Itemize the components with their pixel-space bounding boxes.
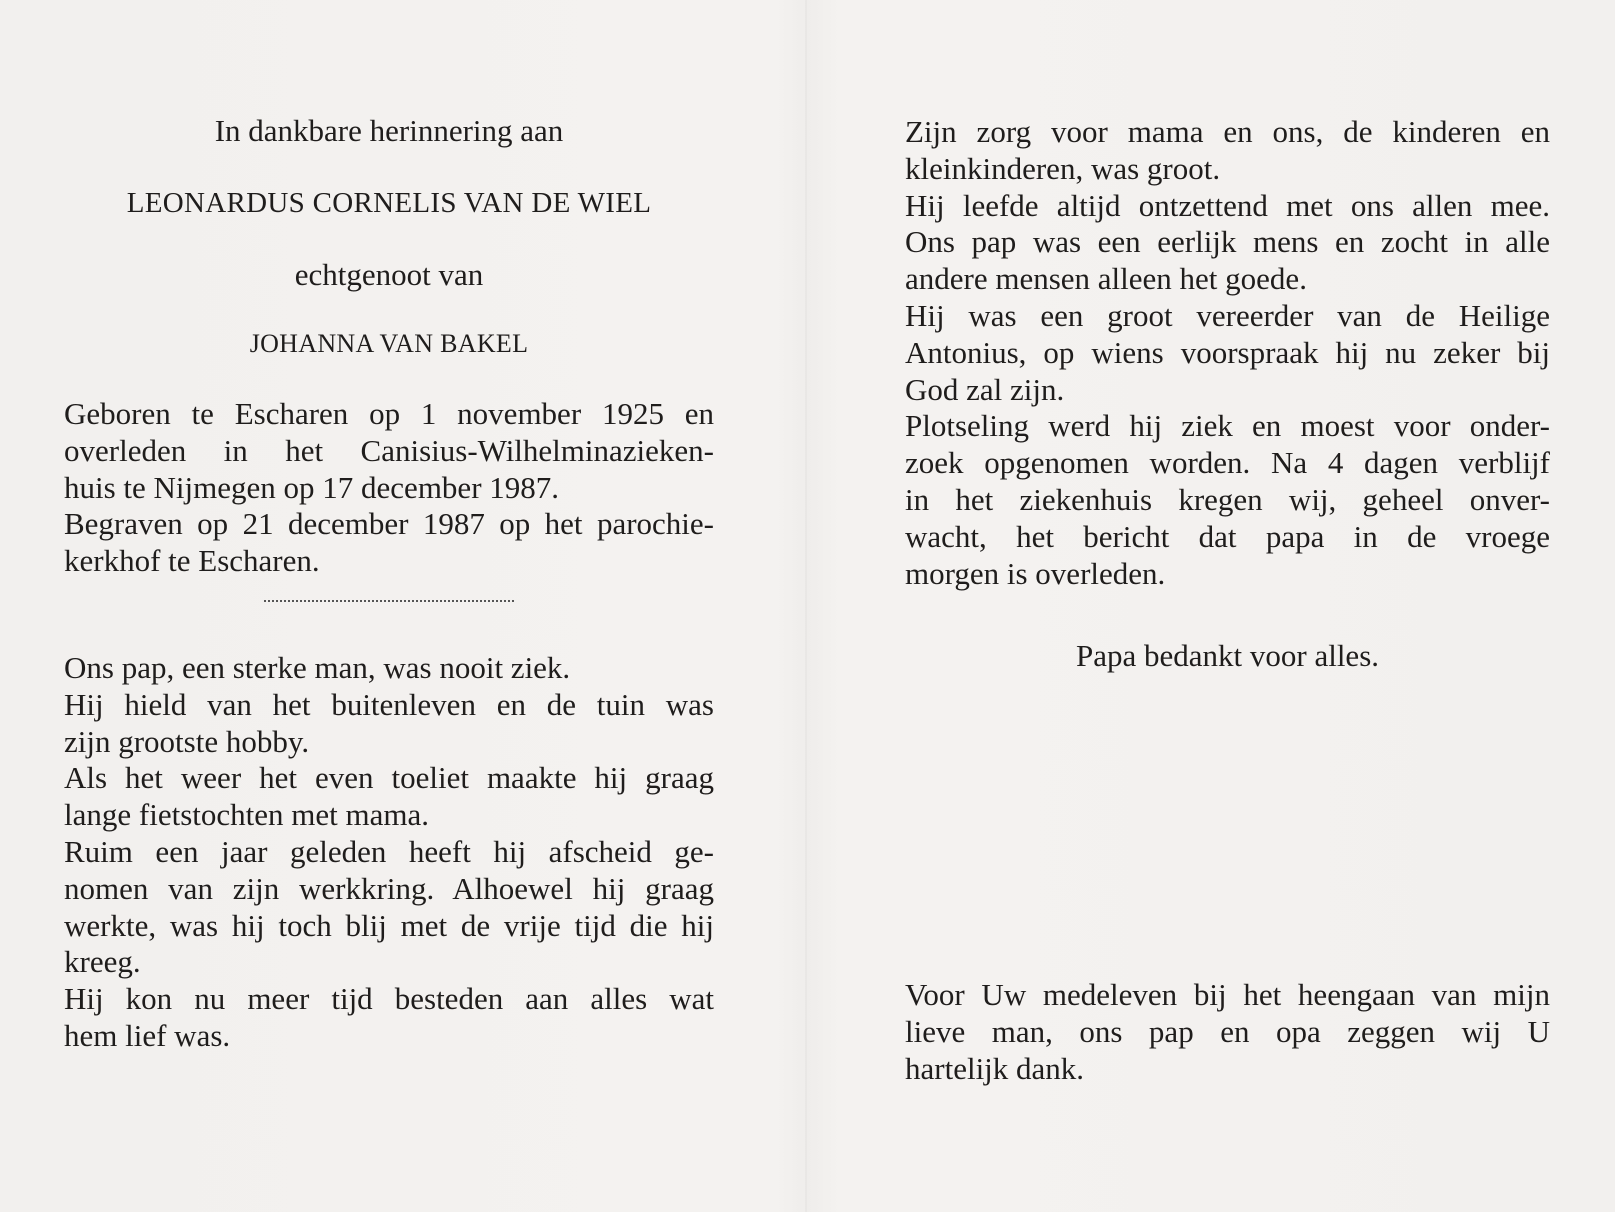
story-line: God zal zijn.: [905, 371, 1065, 407]
closing-line: Voor Uw medeleven bij het heengaan van mijn: [905, 977, 1550, 1012]
story-line: kleinkinderen, was groot.: [905, 150, 1221, 186]
spouse-intro: echtgenoot van: [294, 257, 484, 292]
story-line: Hij was een groot vereerder van de Heilige: [905, 297, 1550, 333]
birth-line: overleden in het Canisius-Wilhelminazieken-: [64, 432, 714, 468]
story-line: lange fietstochten met mama.: [64, 797, 429, 833]
birth-line: kerkhof te Escharen.: [64, 543, 320, 579]
story-line: Plotseling werd hij ziek en moest voor onder-: [905, 408, 1550, 444]
spouse-name: JOHANNA VAN BAKEL: [249, 329, 529, 358]
story-line: Ons pap was een eerlijk mens en zocht in alle: [905, 224, 1550, 260]
story-line: Hij kon nu meer tijd besteden aan alles wat: [64, 981, 714, 1017]
separator-dots: [264, 600, 514, 602]
story-line: kreeg.: [64, 944, 141, 980]
story-paragraph-left: [64, 650, 714, 1055]
story-line: werkte, was hij toch blij met de vrije tijd die hij: [64, 907, 714, 943]
story-line: wacht, het bericht dat papa in de vroege: [905, 518, 1550, 554]
birth-line: Geboren te Escharen op 1 november 1925 en: [64, 396, 714, 431]
closing-line: lieve man, ons pap en opa zeggen wij U: [905, 1013, 1550, 1049]
story-line: hem lief was.: [64, 1017, 231, 1053]
story-line: Als het weer het even toeliet maakte hij graag: [64, 760, 714, 796]
story-line: Antonius, op wiens voorspraak hij nu zeker bij: [905, 334, 1550, 370]
story-line: zoek opgenomen worden. Na 4 dagen verblijf: [905, 445, 1550, 481]
deceased-name: LEONARDUS CORNELIS VAN DE WIEL: [126, 187, 652, 219]
story-line: andere mensen alleen het goede.: [905, 261, 1307, 297]
birth-line: Begraven op 21 december 1987 op het parochie-: [64, 506, 714, 542]
closing-paragraph: [905, 977, 1550, 1087]
story-paragraph-right: [905, 114, 1550, 592]
story-line: zijn grootste hobby.: [64, 723, 310, 759]
story-line: nomen van zijn werkkring. Alhoewel hij graag: [64, 870, 714, 906]
thanks-text: Papa bedankt voor alles.: [1075, 638, 1380, 673]
intro-text: In dankbare herinnering aan: [214, 113, 564, 148]
story-line: Hij leefde altijd ontzettend met ons allen mee.: [905, 187, 1550, 223]
story-line: in het ziekenhuis kregen wij, geheel onver-: [905, 481, 1550, 517]
story-line: Ons pap, een sterke man, was nooit ziek.: [64, 650, 571, 685]
story-line: Ruim een jaar geleden heeft hij afscheid ge-: [64, 833, 714, 869]
closing-line: hartelijk dank.: [905, 1050, 1085, 1086]
birth-paragraph: [64, 396, 714, 580]
story-line: Zijn zorg voor mama en ons, de kinderen en: [905, 114, 1550, 149]
story-line: Hij hield van het buitenleven en de tuin was: [64, 686, 714, 722]
birth-line: huis te Nijmegen op 17 december 1987.: [64, 469, 560, 505]
card-fold: [805, 0, 807, 1212]
story-line: morgen is overleden.: [905, 555, 1166, 591]
